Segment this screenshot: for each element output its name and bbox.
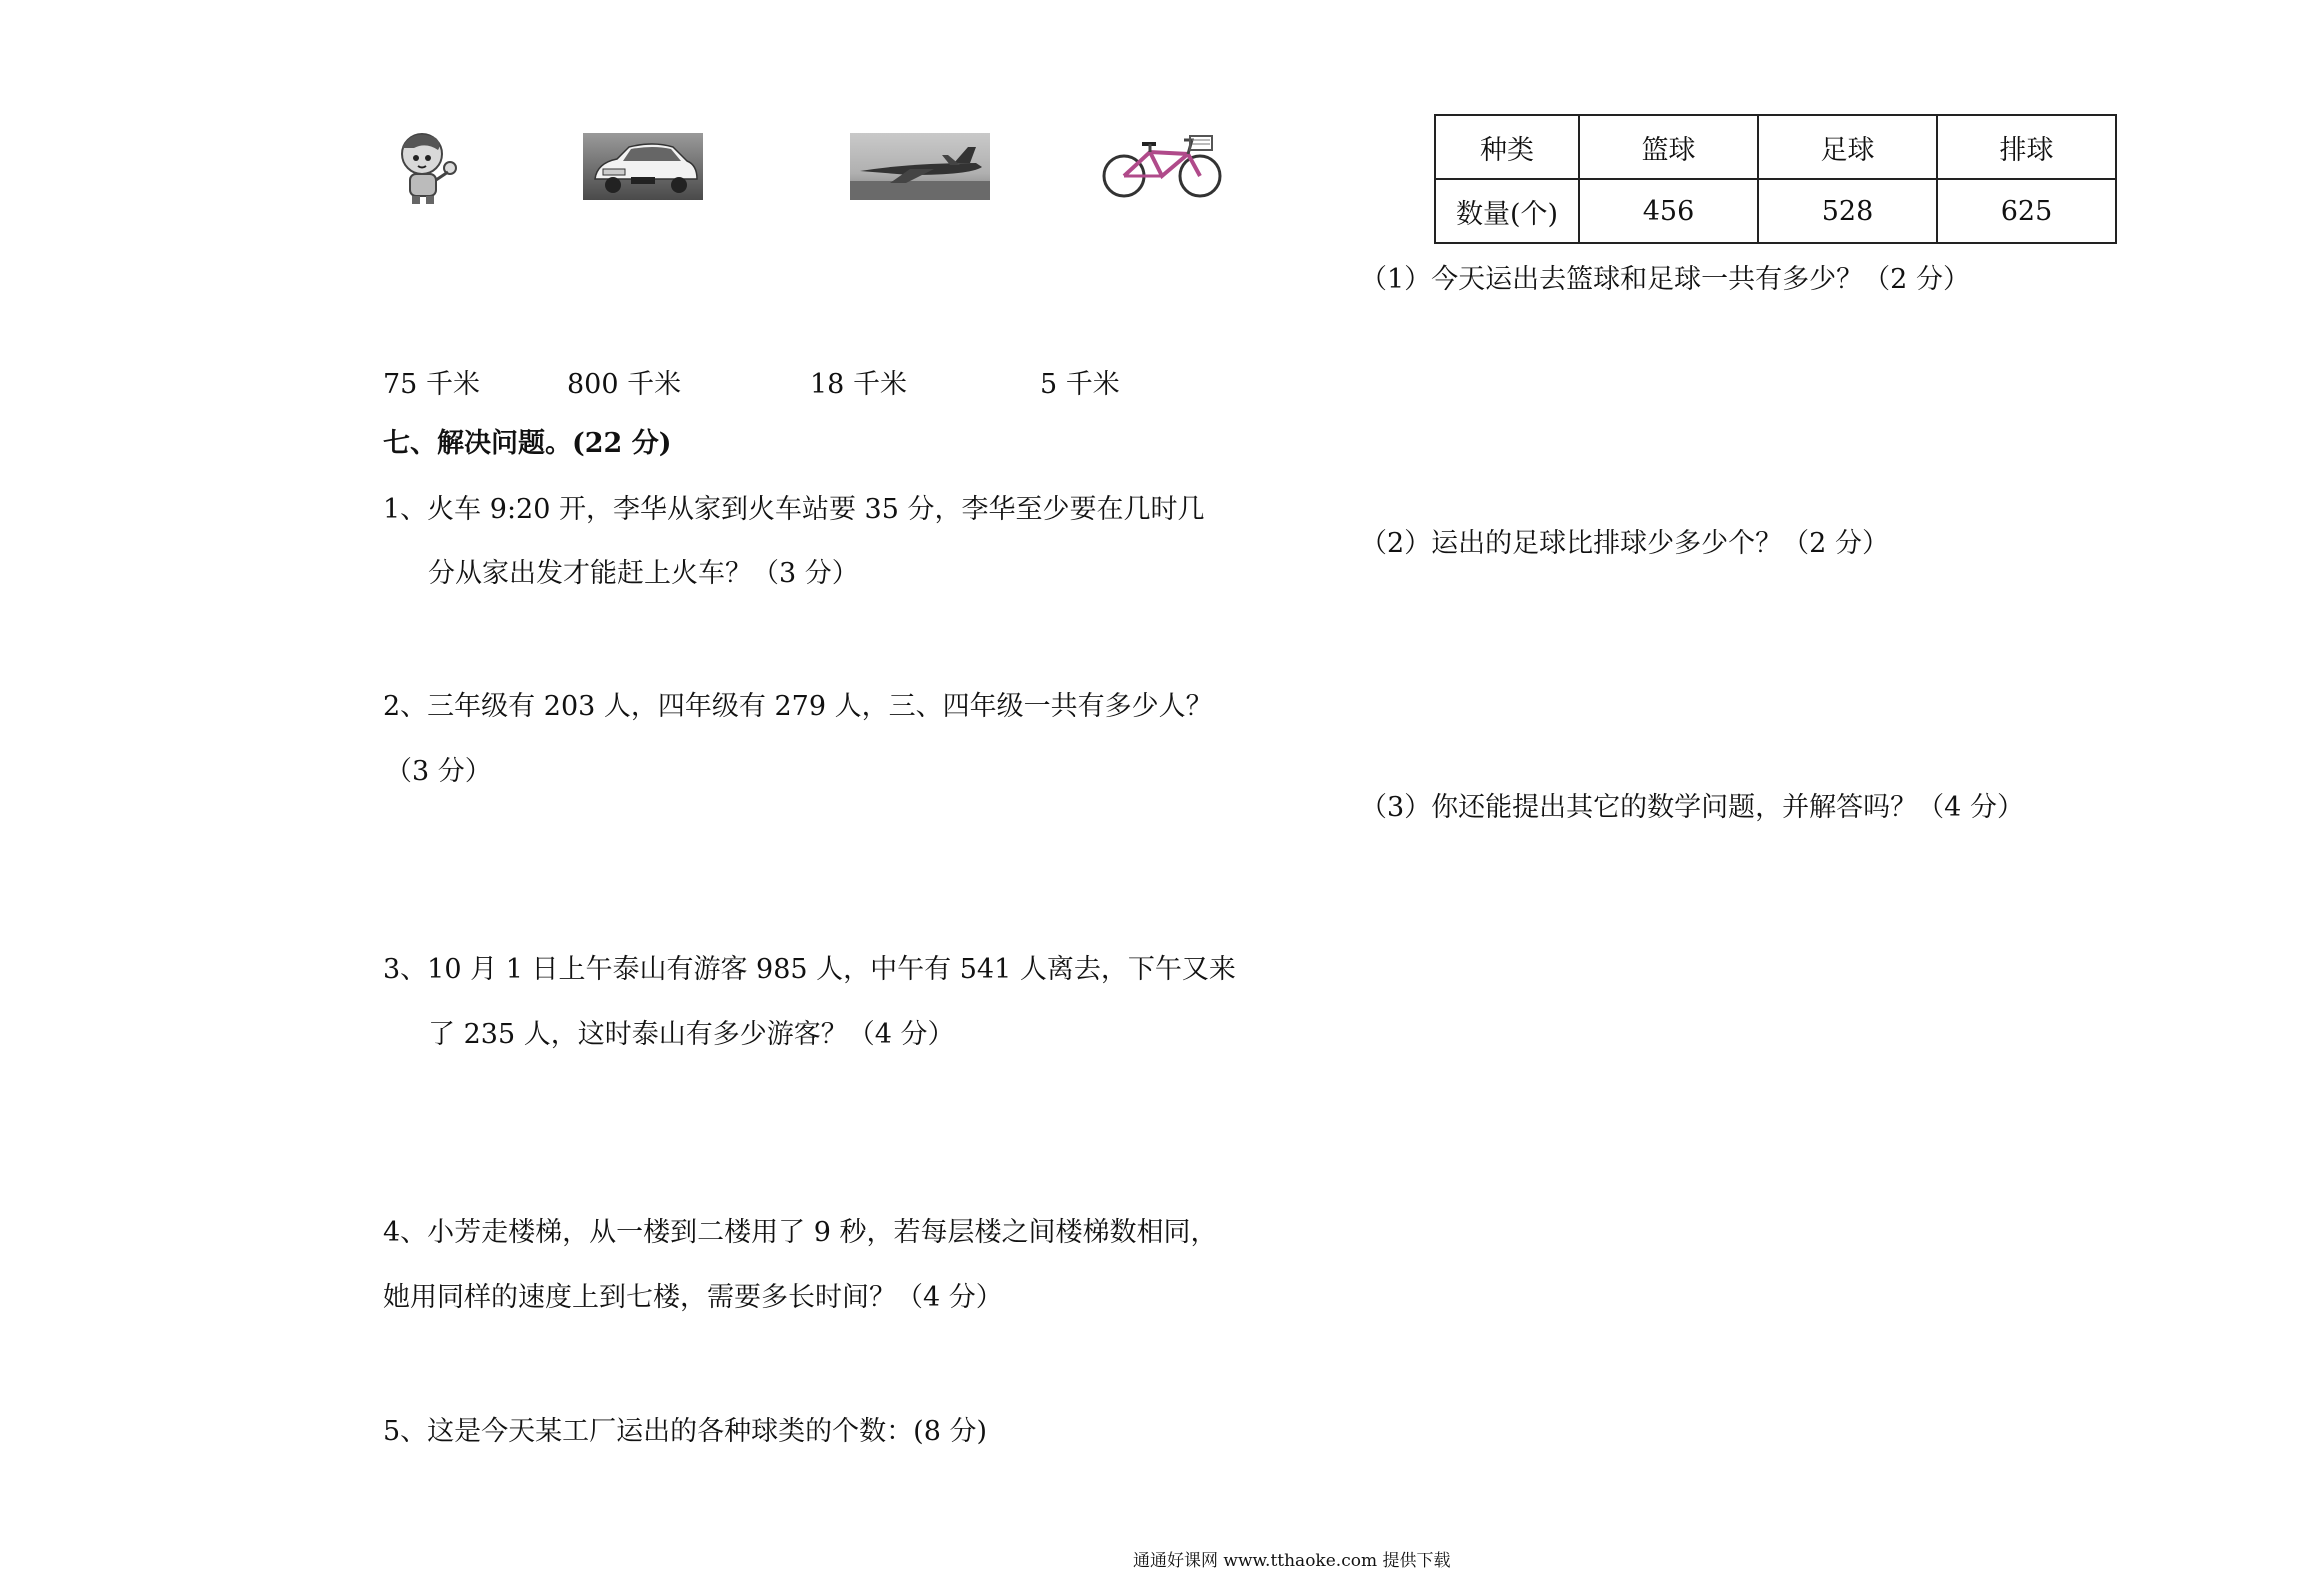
question-4-line-1: 4、小芳走楼梯，从一楼到二楼用了 9 秒，若每层楼之间楼梯数相同， — [383, 1217, 1218, 1248]
table-header-cell: 种类 — [1435, 115, 1579, 179]
sub-question-2: （2）运出的足球比排球少多少个？（2 分） — [1360, 528, 1889, 559]
table-cell: 数量(个) — [1435, 179, 1579, 243]
question-2-line-1: 2、三年级有 203 人，四年级有 279 人，三、四年级一共有多少人？ — [383, 691, 1213, 722]
table-cell: 528 — [1758, 179, 1937, 243]
table-header-row — [1435, 115, 2116, 179]
question-1-line-2: 分从家出发才能赶上火车？（3 分） — [428, 558, 859, 589]
table-cell: 625 — [1937, 179, 2116, 243]
airplane-photo — [850, 133, 990, 204]
table-cell: 456 — [1579, 179, 1758, 243]
question-1-line-1: 1、火车 9:20 开，李华从家到火车站要 35 分，李华至少要在几时几 — [383, 494, 1205, 525]
bicycle-icon — [1100, 130, 1224, 204]
page-footer: 通通好课网 www.tthaoke.com 提供下载 — [1133, 1551, 1451, 1571]
question-3-line-1: 3、10 月 1 日上午泰山有游客 985 人，中午有 541 人离去，下午又来 — [383, 954, 1236, 985]
sub-question-3: （3）你还能提出其它的数学问题，并解答吗？（4 分） — [1360, 792, 2024, 823]
table-header-cell: 排球 — [1937, 115, 2116, 179]
section-title: 七、解决问题。(22 分) — [383, 428, 672, 459]
sub-question-1: （1）今天运出去篮球和足球一共有多少？（2 分） — [1360, 264, 1970, 295]
distance-label: 5 千米 — [1040, 369, 1120, 400]
table-header-cell: 足球 — [1758, 115, 1937, 179]
boy-thinking-icon — [392, 126, 464, 208]
question-3-line-2: 了 235 人，这时泰山有多少游客？（4 分） — [428, 1019, 955, 1050]
distance-label: 18 千米 — [810, 369, 907, 400]
car-photo — [583, 133, 703, 204]
distance-label: 75 千米 — [383, 369, 480, 400]
question-4-line-2: 她用同样的速度上到七楼，需要多长时间？（4 分） — [383, 1282, 1003, 1313]
question-2-line-2: （3 分） — [385, 756, 492, 787]
distance-label: 800 千米 — [567, 369, 682, 400]
question-5: 5、这是今天某工厂运出的各种球类的个数：(8 分) — [383, 1416, 988, 1447]
table-header-cell: 篮球 — [1579, 115, 1758, 179]
ball-count-table — [1434, 114, 2117, 244]
table-row — [1435, 179, 2116, 243]
